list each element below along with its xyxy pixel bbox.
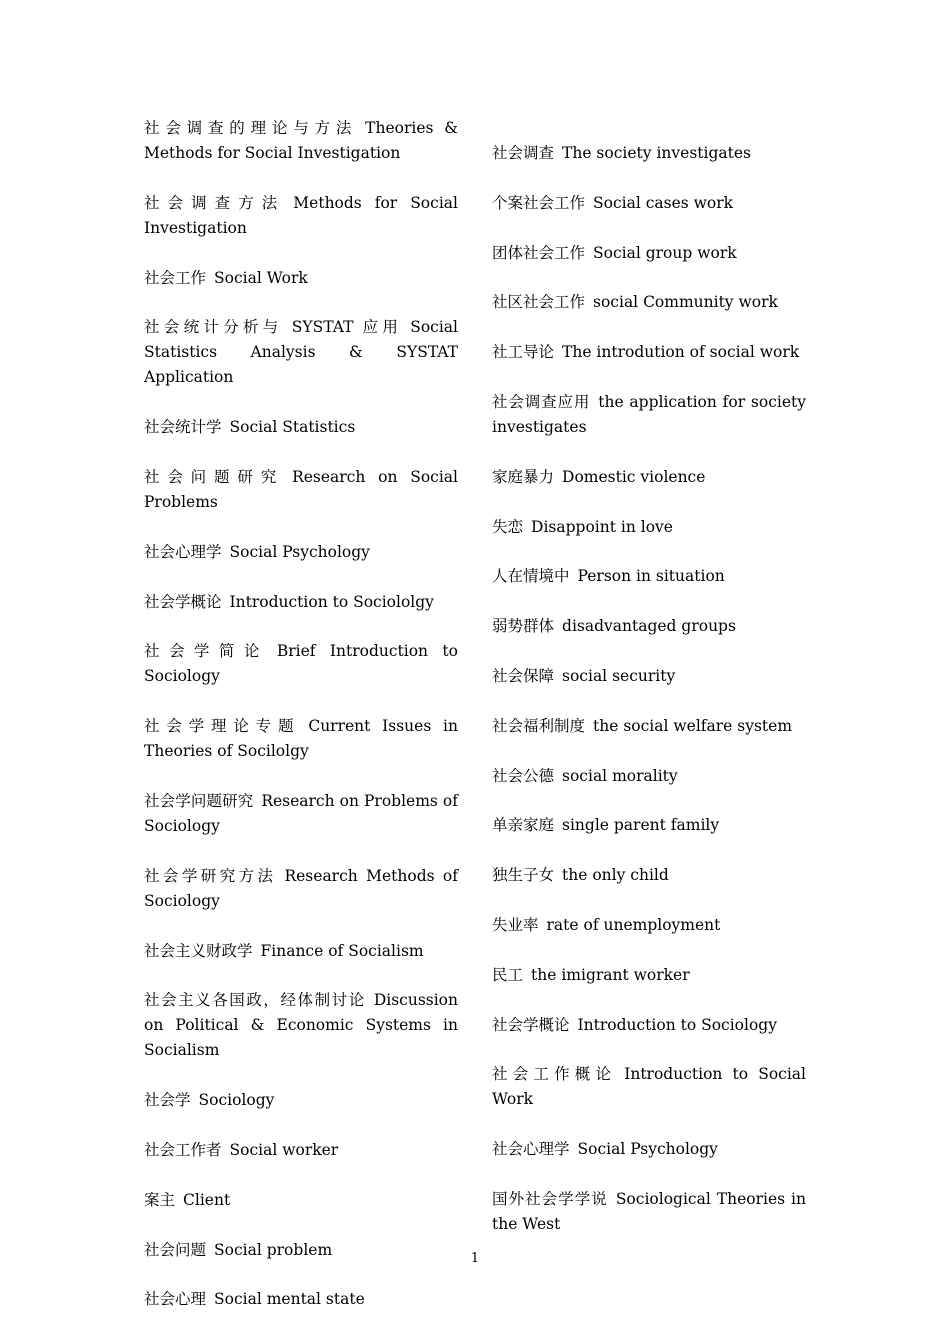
term-english: Finance of Socialism [260,941,424,960]
term-english: Research on Social Problems [144,467,458,511]
term-entry [492,963,806,988]
term-chinese: 案主 [144,1190,176,1209]
term-chinese: 社会学概论 [144,592,222,611]
term-chinese: 社会主义各国政，经体制讨论 [144,991,366,1010]
term-english: Disappoint in love [531,517,673,536]
term-entry [492,664,806,689]
term-entry [492,141,806,166]
term-entry [144,465,458,515]
term-chinese: 社会调查应用 [492,392,591,411]
term-chinese: 社会调查方法 [144,193,286,212]
term-chinese: 社会保障 [492,666,555,685]
term-chinese: 社会学 [144,1091,191,1110]
term-chinese: 国外社会学学说 [492,1189,608,1208]
term-english: Person in situation [577,567,725,586]
term-chinese: 社会问题研究 [144,467,285,486]
term-english: Social Statistics Analysis & SYSTAT Application [144,318,458,387]
term-english: Social cases work [593,193,734,212]
term-chinese: 社会学研究方法 [144,866,277,885]
term-english: Social Psychology [229,542,370,561]
term-english: Introduction to Sociololgy [229,592,434,611]
term-entry [144,116,458,166]
term-english: the imigrant worker [531,965,690,984]
term-english: Theories & Methods for Social Investigation [144,119,458,162]
term-english: The introdution of social work [562,343,800,362]
term-chinese: 个案社会工作 [492,193,586,212]
term-english: the social welfare system [593,716,793,735]
term-entry [144,714,458,764]
term-entry [144,191,458,241]
term-entry [144,540,458,565]
term-entry [492,465,806,490]
term-entry [492,1137,806,1162]
term-entry [144,1088,458,1113]
term-chinese: 社会学概论 [492,1015,570,1034]
term-entry [492,1013,806,1038]
term-entry [492,564,806,589]
term-chinese: 人在情境中 [492,567,570,586]
term-chinese: 社会主义财政学 [144,941,253,960]
term-english: Social Work [214,268,308,287]
term-english: Research on Problems of Sociology [144,791,458,835]
term-chinese: 社会心理学 [144,542,222,561]
term-english: rate of unemployment [546,915,721,934]
term-entry [144,1188,458,1213]
term-entry [492,390,806,440]
term-entry [144,415,458,440]
term-english: Social mental state [214,1290,365,1309]
term-english: Current Issues in Theories of Socilolgy [144,717,458,761]
term-english: disadvantaged groups [562,617,736,636]
term-english: Brief Introduction to Sociology [144,642,458,686]
term-chinese: 社会学问题研究 [144,791,254,810]
term-chinese: 社会统计学 [144,418,222,437]
term-chinese: 社会调查 [492,144,555,162]
term-entry [144,639,458,689]
term-chinese: 社会统计分析与 SYSTAT 应用 [144,318,403,337]
term-english: social security [562,666,676,685]
term-chinese: 独生子女 [492,866,555,885]
term-entry [492,764,806,789]
term-english: Social group work [593,243,737,262]
term-entry [144,315,458,390]
term-chinese: 社区社会工作 [492,293,586,312]
term-chinese: 社会心理 [144,1290,207,1309]
term-entry [144,789,458,839]
term-english: Methods for Social Investigation [144,193,458,237]
term-english: social Community work [593,293,778,312]
term-entry [492,340,806,365]
term-entry [144,266,458,291]
term-entry [144,988,458,1063]
term-english: Discussion on Political & Economic Systems in Socialism [144,991,458,1060]
term-chinese: 失业率 [492,915,539,934]
term-chinese: 社会工作者 [144,1140,222,1159]
page-number: 1 [470,1251,480,1266]
term-english: social morality [562,766,678,785]
term-entry [144,864,458,914]
term-chinese: 社会工作 [144,268,207,287]
term-english: Social Statistics [229,418,356,437]
term-entry [144,590,458,615]
term-entry [144,939,458,964]
term-entry [492,515,806,540]
term-entry [144,1138,458,1163]
term-chinese: 团体社会工作 [492,243,586,262]
term-chinese: 民工 [492,965,524,984]
term-chinese: 弱势群体 [492,617,555,636]
term-english: the only child [562,866,669,885]
term-chinese: 单亲家庭 [492,816,555,835]
term-chinese: 社会问题 [144,1240,207,1259]
term-chinese: 社会学简论 [144,642,269,661]
term-chinese: 社会公德 [492,766,555,785]
term-chinese: 社会学理论专题 [144,717,301,736]
term-chinese: 社工导论 [492,343,555,362]
term-english: Introduction to Social Work [492,1065,806,1109]
term-english: The society investigates [562,144,751,162]
term-english: Sociological Theories in the West [492,1189,806,1233]
term-entry [492,1062,806,1112]
term-english: Client [183,1190,231,1209]
term-chinese: 社会工作概论 [492,1065,617,1084]
term-entry [492,290,806,315]
term-chinese: 家庭暴力 [492,467,555,486]
term-english: Social Psychology [577,1140,718,1159]
term-entry [492,714,806,739]
term-english: Social problem [214,1240,333,1259]
term-entry [492,913,806,938]
term-entry [492,614,806,639]
term-entry [492,191,806,216]
term-english: single parent family [562,816,720,835]
term-entry [492,1187,806,1237]
left-column [144,116,458,1337]
term-english: Domestic violence [562,467,706,486]
term-english: Sociology [198,1091,275,1110]
right-column [492,141,806,1262]
term-chinese: 社会心理学 [492,1140,570,1159]
term-entry [144,1287,458,1312]
term-entry [492,241,806,266]
term-entry [492,863,806,888]
term-chinese: 社会福利制度 [492,716,586,735]
term-english: Introduction to Sociology [577,1015,777,1034]
term-chinese: 失恋 [492,517,524,536]
term-english: Social worker [229,1140,339,1159]
term-english: the application for society investigates [492,392,806,436]
term-chinese: 社会调查的理论与方法 [144,119,358,137]
term-english: Research Methods of Sociology [144,866,458,910]
term-entry [492,813,806,838]
